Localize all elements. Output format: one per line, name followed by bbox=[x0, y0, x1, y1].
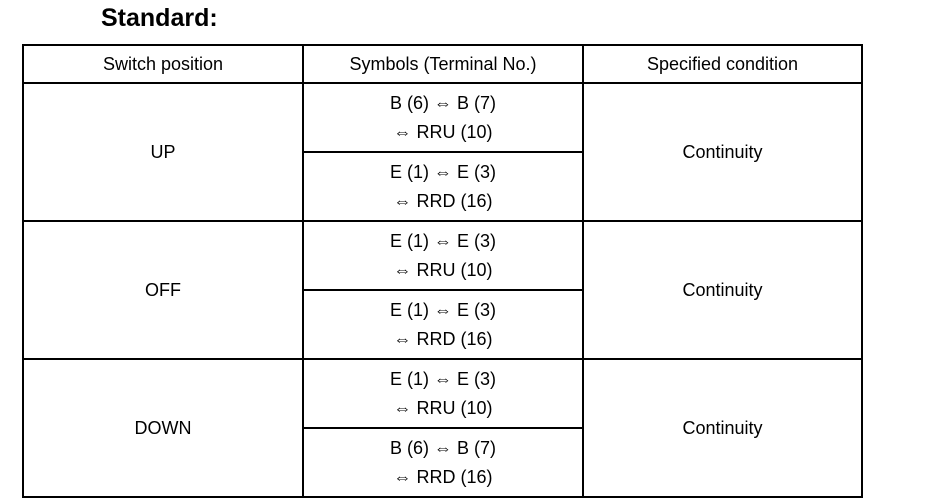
symbol-line: E (1) ⇔ E (3) bbox=[389, 230, 496, 251]
condition-cell: Continuity bbox=[583, 359, 862, 497]
table-row-up bbox=[23, 83, 862, 152]
header-symbols: Symbols (Terminal No.) bbox=[303, 45, 583, 83]
symbol-cell bbox=[303, 221, 583, 290]
switch-position-cell: UP bbox=[23, 83, 303, 221]
header-switch-position: Switch position bbox=[23, 45, 303, 83]
symbol-line: ⇔ RRU (10) bbox=[393, 121, 493, 142]
section-heading: Standard: bbox=[101, 4, 218, 32]
symbol-line: ⇔ RRD (16) bbox=[393, 328, 493, 349]
symbol-line: ⇔ RRD (16) bbox=[393, 190, 493, 211]
table-row-down bbox=[23, 359, 862, 428]
symbol-line: E (1) ⇔ E (3) bbox=[389, 299, 496, 320]
switch-position-cell: OFF bbox=[23, 221, 303, 359]
symbol-line: B (6) ⇔ B (7) bbox=[389, 92, 496, 113]
symbol-line: E (1) ⇔ E (3) bbox=[389, 368, 496, 389]
symbol-cell bbox=[303, 359, 583, 428]
symbol-cell bbox=[303, 290, 583, 359]
condition-cell: Continuity bbox=[583, 83, 862, 221]
table-row-off bbox=[23, 221, 862, 290]
symbol-cell bbox=[303, 152, 583, 221]
inspection-table bbox=[22, 44, 863, 498]
symbol-line: ⇔ RRD (16) bbox=[393, 466, 493, 487]
symbol-line: E (1) ⇔ E (3) bbox=[389, 161, 496, 182]
symbol-line: B (6) ⇔ B (7) bbox=[389, 437, 496, 458]
table-header-row bbox=[23, 45, 862, 83]
symbol-cell bbox=[303, 83, 583, 152]
header-specified-condition: Specified condition bbox=[583, 45, 862, 83]
condition-cell: Continuity bbox=[583, 221, 862, 359]
switch-position-cell: DOWN bbox=[23, 359, 303, 497]
symbol-cell bbox=[303, 428, 583, 497]
symbol-line: ⇔ RRU (10) bbox=[393, 397, 493, 418]
symbol-line: ⇔ RRU (10) bbox=[393, 259, 493, 280]
